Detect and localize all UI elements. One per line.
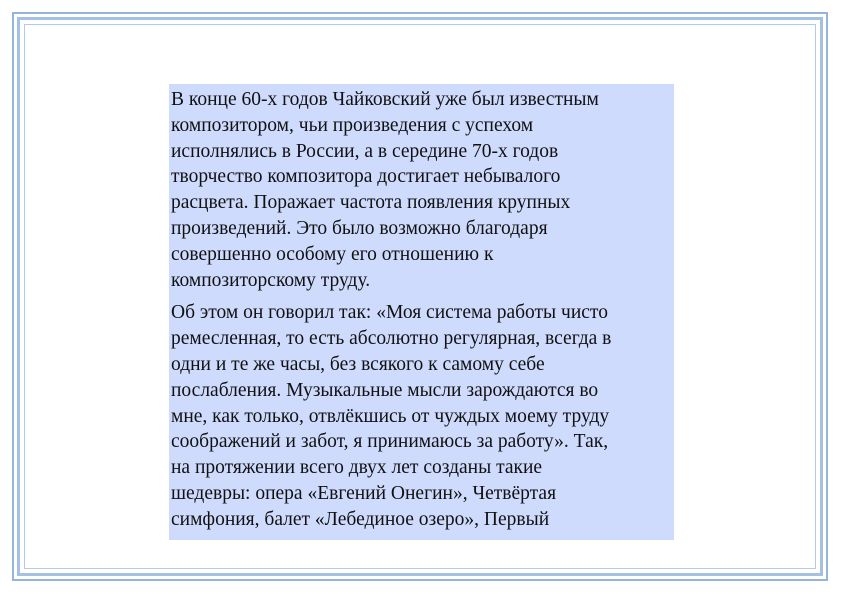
text-line: ремесленная, то есть абсолютно регулярная, всегда в [171,328,612,350]
text-line: мне, как только, отвлёкшись от чуждых моему труду [171,405,610,427]
text-box [169,84,674,540]
text-line: послабления. Музыкальные мысли зарождаются во [171,379,599,401]
text-line: Об этом он говорил так: «Моя система работы чисто [171,302,608,324]
text-line: совершенно особому его отношению к [171,243,494,265]
text-line: одни и те же часы, без всякого к самому себе [171,353,545,375]
text-line: шедевры: опера «Евгений Онегин», Четвёртая [171,482,557,504]
text-line: В конце 60-х годов Чайковский уже был известным [171,89,599,110]
text-line: творчество композитора достигает небывалого [171,166,561,188]
text-line: композитором, чьи произведения с успехом [171,114,534,136]
text-line: произведений. Это было возможно благодаря [171,217,548,239]
text-line: композиторскому труду. [171,269,371,291]
text-line: соображений и забот, я принимаюсь за работу». Так, [171,431,609,453]
text-line: на протяжении всего двух лет созданы такие [171,457,543,479]
text-line: расцвета. Поражает частота появления крупных [171,192,571,214]
paragraph-1 [171,87,674,293]
text-line: симфония, балет «Лебединое озеро», Первый [171,508,550,530]
paragraph-2 [171,300,674,532]
text-line: исполнялись в России, а в середине 70-х годов [171,140,559,162]
